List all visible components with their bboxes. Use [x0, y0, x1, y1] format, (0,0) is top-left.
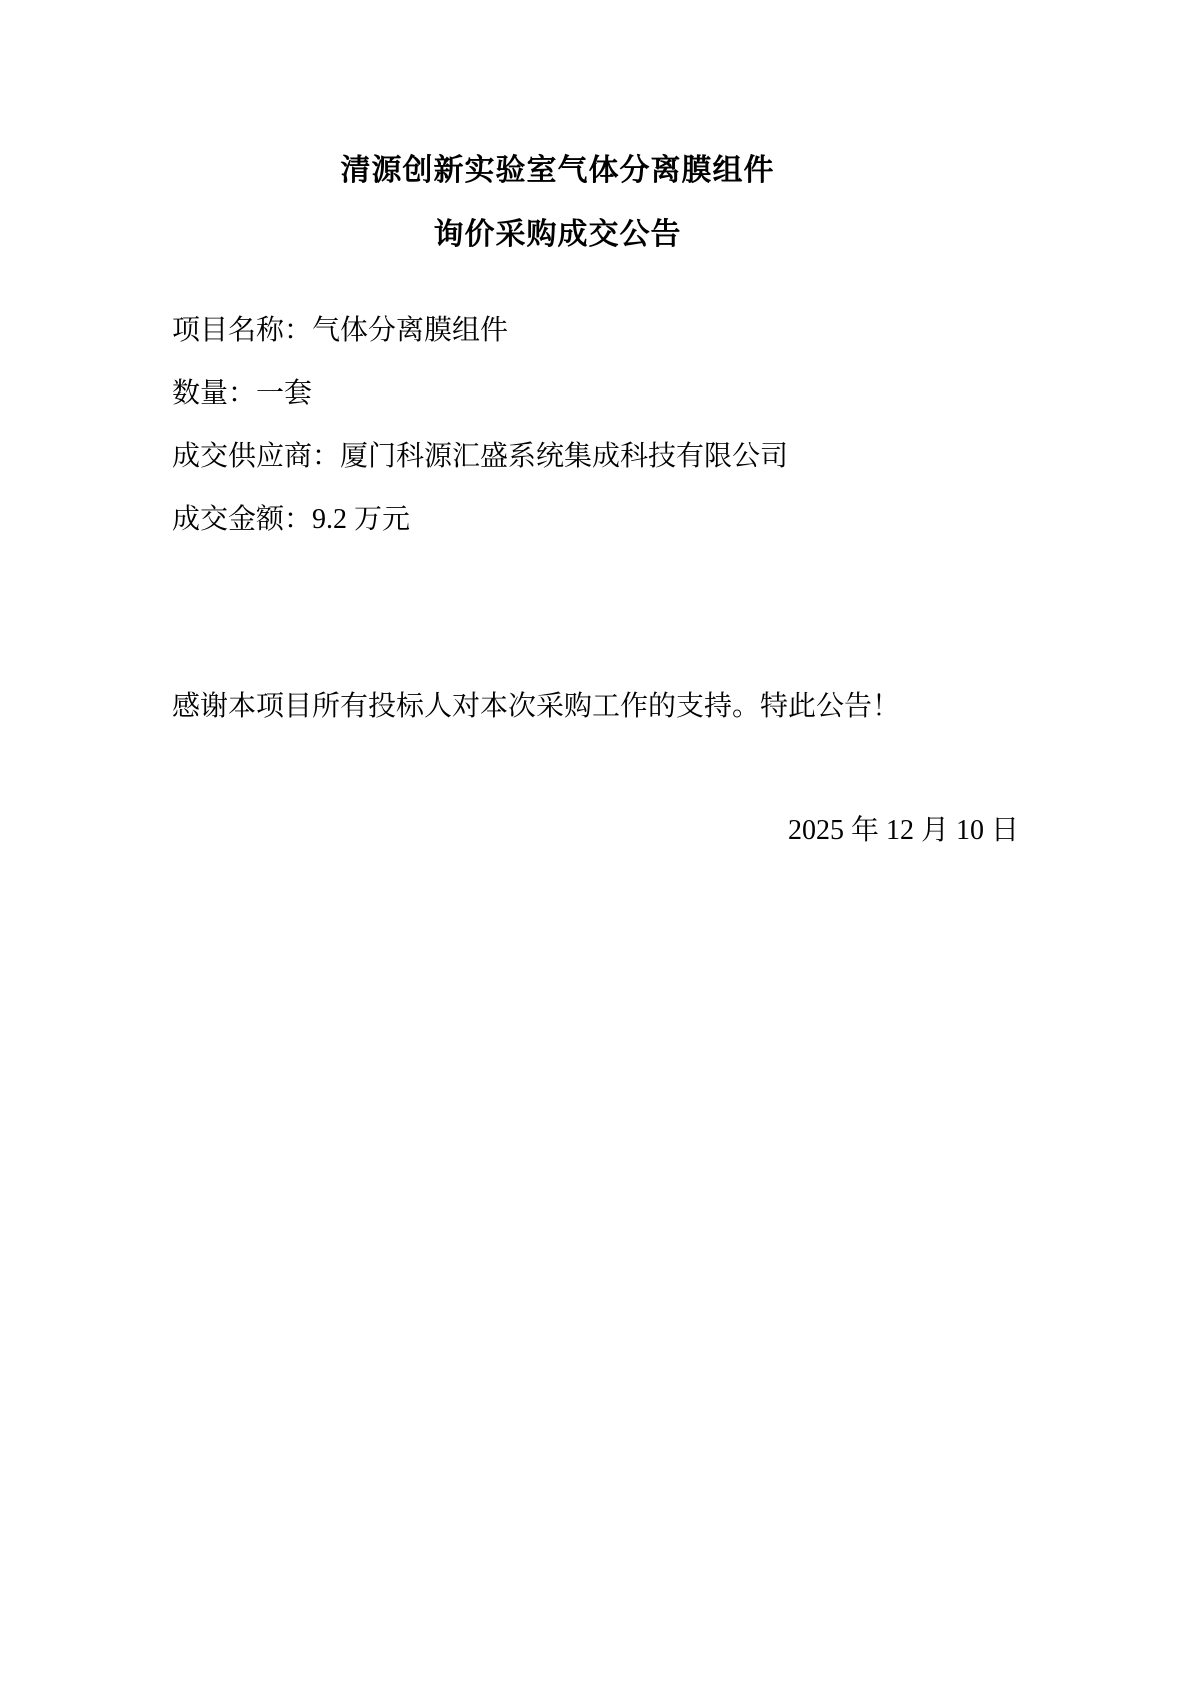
field-quantity: 数量：一套: [172, 378, 313, 409]
title-line-2: 询价采购成交公告: [433, 218, 682, 251]
field-winning-supplier: 成交供应商：厦门科源汇盛系统集成科技有限公司: [172, 441, 789, 472]
document-fields: [172, 299, 1019, 551]
field-deal-amount: 成交金额：9.2 万元: [172, 504, 411, 535]
closing-statement: 感谢本项目所有投标人对本次采购工作的支持。特此公告！: [172, 691, 901, 722]
announcement-date: 2025 年 12 月 10 日: [787, 815, 1019, 846]
field-project-name: 项目名称：气体分离膜组件: [172, 315, 509, 346]
document-title: [172, 139, 1019, 267]
title-line-1: 清源创新实验室气体分离膜组件: [340, 154, 775, 187]
